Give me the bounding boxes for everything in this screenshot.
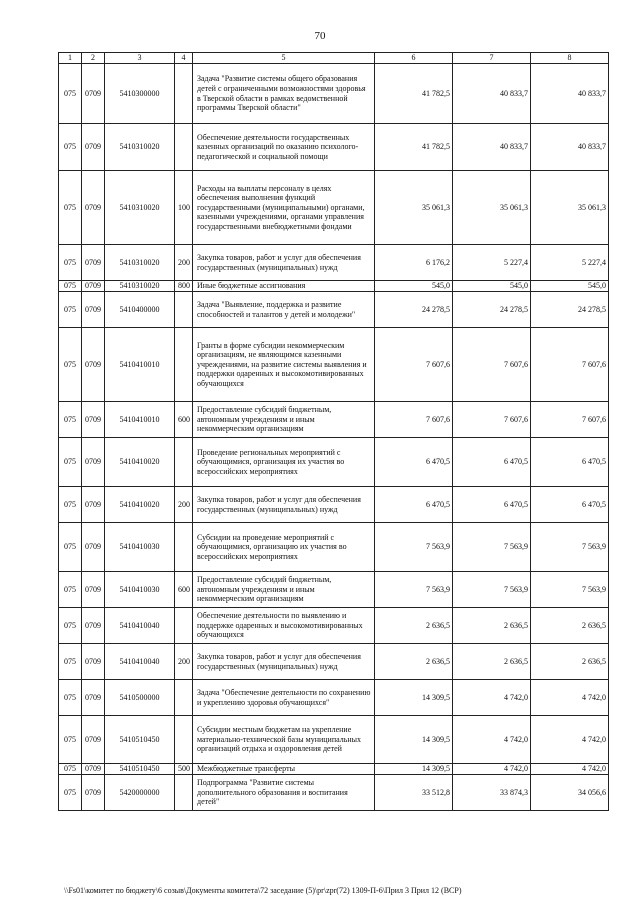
cell-section-code: 0709 xyxy=(82,680,105,716)
cell-description: Закупка товаров, работ и услуг для обеспечения государственных (муниципальных) нужд xyxy=(193,644,375,680)
cell-ministry-code: 075 xyxy=(59,402,82,438)
cell-ministry-code: 075 xyxy=(59,716,82,764)
cell-amount-year3: 34 056,6 xyxy=(531,775,609,811)
cell-amount-year1: 24 278,5 xyxy=(375,292,453,328)
cell-ministry-code: 075 xyxy=(59,487,82,523)
cell-section-code: 0709 xyxy=(82,775,105,811)
cell-amount-year3: 6 470,5 xyxy=(531,487,609,523)
cell-section-code: 0709 xyxy=(82,438,105,487)
cell-ministry-code: 075 xyxy=(59,124,82,171)
cell-section-code: 0709 xyxy=(82,64,105,124)
cell-target-article: 5410500000 xyxy=(105,680,175,716)
cell-ministry-code: 075 xyxy=(59,644,82,680)
cell-ministry-code: 075 xyxy=(59,438,82,487)
column-header: 5 xyxy=(193,53,375,64)
cell-section-code: 0709 xyxy=(82,402,105,438)
cell-expense-type xyxy=(175,438,193,487)
cell-amount-year2: 5 227,4 xyxy=(453,245,531,281)
cell-amount-year3: 24 278,5 xyxy=(531,292,609,328)
cell-expense-type: 200 xyxy=(175,487,193,523)
cell-ministry-code: 075 xyxy=(59,281,82,292)
column-header: 3 xyxy=(105,53,175,64)
table-row xyxy=(59,402,609,438)
cell-amount-year2: 4 742,0 xyxy=(453,680,531,716)
cell-amount-year3: 40 833,7 xyxy=(531,64,609,124)
file-path-footer: \\Fs01\комитет по бюджету\6 созыв\Документы комитета\72 заседание (5)\pr\zpr(72) 1309-П-6\Прил 3 Прил 12 (ВСР) xyxy=(64,886,462,895)
cell-target-article: 5410310020 xyxy=(105,281,175,292)
cell-amount-year1: 7 563,9 xyxy=(375,572,453,608)
column-header: 4 xyxy=(175,53,193,64)
cell-target-article: 5410410040 xyxy=(105,644,175,680)
cell-amount-year1: 14 309,5 xyxy=(375,764,453,775)
cell-amount-year1: 7 563,9 xyxy=(375,523,453,572)
cell-target-article: 5410410040 xyxy=(105,608,175,644)
cell-description: Задача "Выявление, поддержка и развитие способностей и талантов у детей и молодежи" xyxy=(193,292,375,328)
cell-target-article: 5410410010 xyxy=(105,328,175,402)
cell-expense-type: 500 xyxy=(175,764,193,775)
cell-amount-year1: 33 512,8 xyxy=(375,775,453,811)
cell-expense-type: 100 xyxy=(175,171,193,245)
cell-amount-year3: 4 742,0 xyxy=(531,764,609,775)
cell-amount-year3: 545,0 xyxy=(531,281,609,292)
cell-expense-type: 800 xyxy=(175,281,193,292)
cell-amount-year1: 2 636,5 xyxy=(375,644,453,680)
cell-expense-type xyxy=(175,775,193,811)
cell-expense-type xyxy=(175,523,193,572)
table-row xyxy=(59,487,609,523)
cell-description: Обеспечение деятельности по выявлению и поддержке одаренных и высокомотивированных обучающихся xyxy=(193,608,375,644)
cell-amount-year3: 4 742,0 xyxy=(531,680,609,716)
cell-amount-year2: 4 742,0 xyxy=(453,716,531,764)
column-header: 6 xyxy=(375,53,453,64)
cell-section-code: 0709 xyxy=(82,572,105,608)
cell-amount-year2: 4 742,0 xyxy=(453,764,531,775)
cell-amount-year2: 545,0 xyxy=(453,281,531,292)
table-row xyxy=(59,644,609,680)
cell-expense-type xyxy=(175,608,193,644)
cell-expense-type xyxy=(175,292,193,328)
cell-amount-year1: 2 636,5 xyxy=(375,608,453,644)
cell-description: Предоставление субсидий бюджетным, автономным учреждениям и иным некоммерческим организациям xyxy=(193,572,375,608)
table-row xyxy=(59,523,609,572)
cell-target-article: 5410510450 xyxy=(105,764,175,775)
cell-description: Иные бюджетные ассигнования xyxy=(193,281,375,292)
table-row xyxy=(59,171,609,245)
cell-amount-year1: 7 607,6 xyxy=(375,402,453,438)
cell-description: Межбюджетные трансферты xyxy=(193,764,375,775)
cell-ministry-code: 075 xyxy=(59,764,82,775)
column-header: 8 xyxy=(531,53,609,64)
cell-amount-year1: 6 176,2 xyxy=(375,245,453,281)
cell-ministry-code: 075 xyxy=(59,572,82,608)
cell-section-code: 0709 xyxy=(82,523,105,572)
cell-description: Обеспечение деятельности государственных казенных организаций по оказанию психолого-педагогической и социальной помощи xyxy=(193,124,375,171)
table-row xyxy=(59,245,609,281)
cell-amount-year3: 6 470,5 xyxy=(531,438,609,487)
cell-expense-type: 600 xyxy=(175,572,193,608)
cell-ministry-code: 075 xyxy=(59,245,82,281)
cell-amount-year2: 7 563,9 xyxy=(453,572,531,608)
cell-amount-year1: 545,0 xyxy=(375,281,453,292)
cell-amount-year3: 7 563,9 xyxy=(531,523,609,572)
cell-description: Гранты в форме субсидии некоммерческим организациям, не являющимся казенными учреждениями, на развитие системы выявления и поддержки одаренных и высокомотивированных обучающихся xyxy=(193,328,375,402)
cell-amount-year3: 2 636,5 xyxy=(531,644,609,680)
cell-ministry-code: 075 xyxy=(59,680,82,716)
cell-section-code: 0709 xyxy=(82,171,105,245)
cell-amount-year3: 35 061,3 xyxy=(531,171,609,245)
cell-ministry-code: 075 xyxy=(59,328,82,402)
column-header: 2 xyxy=(82,53,105,64)
cell-amount-year1: 6 470,5 xyxy=(375,438,453,487)
cell-amount-year2: 40 833,7 xyxy=(453,64,531,124)
table-row xyxy=(59,124,609,171)
cell-section-code: 0709 xyxy=(82,281,105,292)
cell-section-code: 0709 xyxy=(82,124,105,171)
table-row xyxy=(59,764,609,775)
cell-amount-year3: 7 563,9 xyxy=(531,572,609,608)
cell-section-code: 0709 xyxy=(82,245,105,281)
cell-amount-year3: 4 742,0 xyxy=(531,716,609,764)
cell-amount-year3: 5 227,4 xyxy=(531,245,609,281)
cell-target-article: 5410410030 xyxy=(105,572,175,608)
cell-amount-year2: 6 470,5 xyxy=(453,487,531,523)
cell-amount-year2: 6 470,5 xyxy=(453,438,531,487)
cell-description: Расходы на выплаты персоналу в целях обеспечения выполнения функций государственными (муниципальными) органами, казенными учреждениями, органами управления государственными внебюджетными фондами xyxy=(193,171,375,245)
cell-amount-year1: 41 782,5 xyxy=(375,64,453,124)
cell-target-article: 5410400000 xyxy=(105,292,175,328)
table-row xyxy=(59,680,609,716)
cell-target-article: 5420000000 xyxy=(105,775,175,811)
cell-amount-year3: 7 607,6 xyxy=(531,402,609,438)
cell-amount-year2: 2 636,5 xyxy=(453,644,531,680)
cell-target-article: 5410310020 xyxy=(105,171,175,245)
cell-section-code: 0709 xyxy=(82,764,105,775)
cell-amount-year1: 6 470,5 xyxy=(375,487,453,523)
cell-target-article: 5410410010 xyxy=(105,402,175,438)
table-row xyxy=(59,608,609,644)
cell-section-code: 0709 xyxy=(82,292,105,328)
cell-target-article: 5410510450 xyxy=(105,716,175,764)
cell-amount-year2: 40 833,7 xyxy=(453,124,531,171)
cell-ministry-code: 075 xyxy=(59,64,82,124)
cell-amount-year2: 2 636,5 xyxy=(453,608,531,644)
cell-description: Задача "Обеспечение деятельности по сохранению и укреплению здоровья обучающихся" xyxy=(193,680,375,716)
cell-amount-year2: 35 061,3 xyxy=(453,171,531,245)
cell-target-article: 5410310020 xyxy=(105,124,175,171)
cell-amount-year2: 7 563,9 xyxy=(453,523,531,572)
cell-amount-year1: 14 309,5 xyxy=(375,716,453,764)
table-row xyxy=(59,281,609,292)
table-body xyxy=(59,53,609,811)
cell-ministry-code: 075 xyxy=(59,523,82,572)
column-header: 1 xyxy=(59,53,82,64)
cell-amount-year1: 7 607,6 xyxy=(375,328,453,402)
cell-section-code: 0709 xyxy=(82,716,105,764)
cell-target-article: 5410410020 xyxy=(105,438,175,487)
cell-description: Закупка товаров, работ и услуг для обеспечения государственных (муниципальных) нужд xyxy=(193,245,375,281)
cell-amount-year3: 2 636,5 xyxy=(531,608,609,644)
cell-expense-type xyxy=(175,716,193,764)
cell-ministry-code: 075 xyxy=(59,171,82,245)
budget-table xyxy=(58,52,609,811)
cell-ministry-code: 075 xyxy=(59,775,82,811)
cell-description: Задача "Развитие системы общего образования детей с ограниченными возможностями здоровья в Тверской области в рамках ведомственной программы Тверской области" xyxy=(193,64,375,124)
cell-description: Субсидии местным бюджетам на укрепление материально-технической базы муниципальных организаций отдыха и оздоровления детей xyxy=(193,716,375,764)
cell-expense-type xyxy=(175,328,193,402)
column-header: 7 xyxy=(453,53,531,64)
table-row xyxy=(59,328,609,402)
cell-amount-year1: 35 061,3 xyxy=(375,171,453,245)
cell-amount-year3: 40 833,7 xyxy=(531,124,609,171)
cell-description: Проведение региональных мероприятий с обучающимися, организация их участия во всероссийских мероприятиях xyxy=(193,438,375,487)
cell-description: Субсидии на проведение мероприятий с обучающимися, организацию их участия во всероссийских мероприятиях xyxy=(193,523,375,572)
cell-description: Предоставление субсидий бюджетным, автономным учреждениям и иным некоммерческим организациям xyxy=(193,402,375,438)
cell-section-code: 0709 xyxy=(82,487,105,523)
cell-section-code: 0709 xyxy=(82,644,105,680)
table-row xyxy=(59,775,609,811)
table-row xyxy=(59,292,609,328)
cell-amount-year1: 14 309,5 xyxy=(375,680,453,716)
cell-section-code: 0709 xyxy=(82,328,105,402)
cell-amount-year3: 7 607,6 xyxy=(531,328,609,402)
cell-amount-year2: 33 874,3 xyxy=(453,775,531,811)
page-number: 70 xyxy=(314,30,326,42)
cell-ministry-code: 075 xyxy=(59,608,82,644)
cell-description: Закупка товаров, работ и услуг для обеспечения государственных (муниципальных) нужд xyxy=(193,487,375,523)
cell-amount-year2: 24 278,5 xyxy=(453,292,531,328)
cell-amount-year1: 41 782,5 xyxy=(375,124,453,171)
table-row xyxy=(59,716,609,764)
cell-expense-type: 200 xyxy=(175,644,193,680)
cell-target-article: 5410410030 xyxy=(105,523,175,572)
header-row xyxy=(59,53,609,64)
cell-expense-type: 600 xyxy=(175,402,193,438)
cell-expense-type: 200 xyxy=(175,245,193,281)
cell-target-article: 5410310020 xyxy=(105,245,175,281)
table-row xyxy=(59,438,609,487)
table-row xyxy=(59,572,609,608)
cell-amount-year2: 7 607,6 xyxy=(453,402,531,438)
cell-section-code: 0709 xyxy=(82,608,105,644)
table-row xyxy=(59,64,609,124)
cell-ministry-code: 075 xyxy=(59,292,82,328)
cell-expense-type xyxy=(175,124,193,171)
cell-expense-type xyxy=(175,64,193,124)
cell-expense-type xyxy=(175,680,193,716)
cell-description: Подпрограмма "Развитие системы дополнительного образования и воспитания детей" xyxy=(193,775,375,811)
cell-target-article: 5410410020 xyxy=(105,487,175,523)
cell-target-article: 5410300000 xyxy=(105,64,175,124)
cell-amount-year2: 7 607,6 xyxy=(453,328,531,402)
